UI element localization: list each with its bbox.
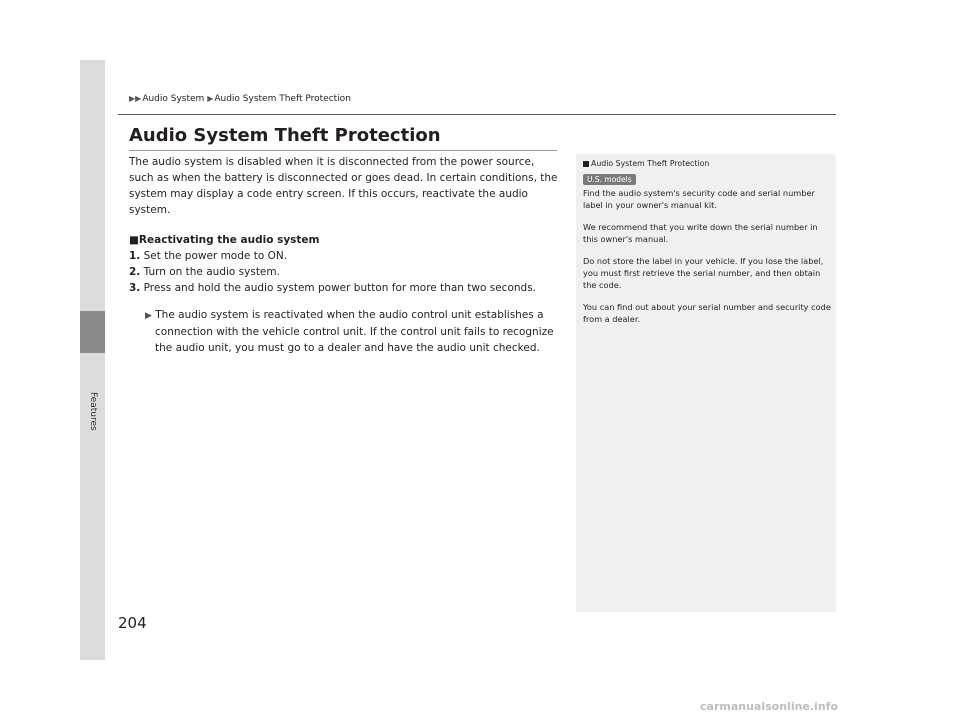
sidebar-paragraph: You can find out about your serial number and security code from a dealer.: [583, 302, 831, 324]
section-tab-label: Features: [88, 392, 98, 431]
sub-note: [145, 307, 559, 356]
step-number: 1.: [129, 250, 141, 262]
main-content: [129, 154, 559, 366]
breadcrumb: [129, 94, 351, 104]
watermark: carmanualsonline.info: [700, 700, 838, 713]
intro-paragraph: The audio system is disabled when it is disconnected from the power source, such as when the battery is disconnected or goes dead. In certain conditions, the system may display a code entry screen. If this occurs, reactivate the audio system.: [129, 156, 558, 216]
sidebar-paragraph: Do not store the label in your vehicle. If you lose the label, you must first retrieve the serial number, and then obtain the code.: [583, 256, 824, 290]
step-text: Press and hold the audio system power button for more than two seconds.: [143, 282, 536, 294]
breadcrumb-arrow-icon: ▶: [207, 94, 214, 103]
page-title: Audio System Theft Protection: [129, 125, 441, 146]
section-heading: [129, 232, 559, 248]
section-tab-marker: [80, 311, 105, 353]
sidebar-heading[interactable]: [583, 158, 831, 170]
square-bullet-icon: ■: [129, 234, 139, 246]
breadcrumb-arrow-icon: ▶▶: [129, 94, 142, 103]
step-number: 3.: [129, 282, 141, 294]
model-badge: U.S. models: [583, 174, 636, 185]
title-divider: [129, 150, 557, 151]
sidebar-paragraph: We recommend that you write down the serial number in this owner's manual.: [583, 222, 818, 244]
sidebar-paragraph: Find the audio system's security code and serial number label in your owner's manual kit.: [583, 188, 815, 210]
section-tab-strip: [80, 60, 105, 660]
page-number: 204: [118, 614, 147, 632]
sidebar-content: [583, 158, 831, 335]
arrow-right-icon: ▶: [145, 310, 152, 321]
step-text: Turn on the audio system.: [143, 266, 280, 278]
sidebar-notes: [576, 154, 836, 612]
breadcrumb-level2[interactable]: Audio System Theft Protection: [214, 94, 351, 104]
step-number: 2.: [129, 266, 141, 278]
section-heading-text: Reactivating the audio system: [138, 234, 320, 246]
list-item: [129, 280, 559, 296]
breadcrumb-level1[interactable]: Audio System: [142, 94, 205, 104]
list-item: [129, 264, 559, 280]
header-divider: [118, 114, 836, 115]
sidebar-heading-text: Audio System Theft Protection: [591, 159, 710, 168]
step-text: Set the power mode to ON.: [143, 250, 288, 262]
sub-note-text: The audio system is reactivated when the audio control unit establishes a connection with the vehicle control unit. If the control unit fails to recognize the audio unit, you must go to a dealer and have the audio unit checked.: [155, 308, 554, 354]
list-item: [129, 248, 559, 264]
reference-icon: [583, 161, 589, 167]
steps-list: [129, 248, 559, 296]
